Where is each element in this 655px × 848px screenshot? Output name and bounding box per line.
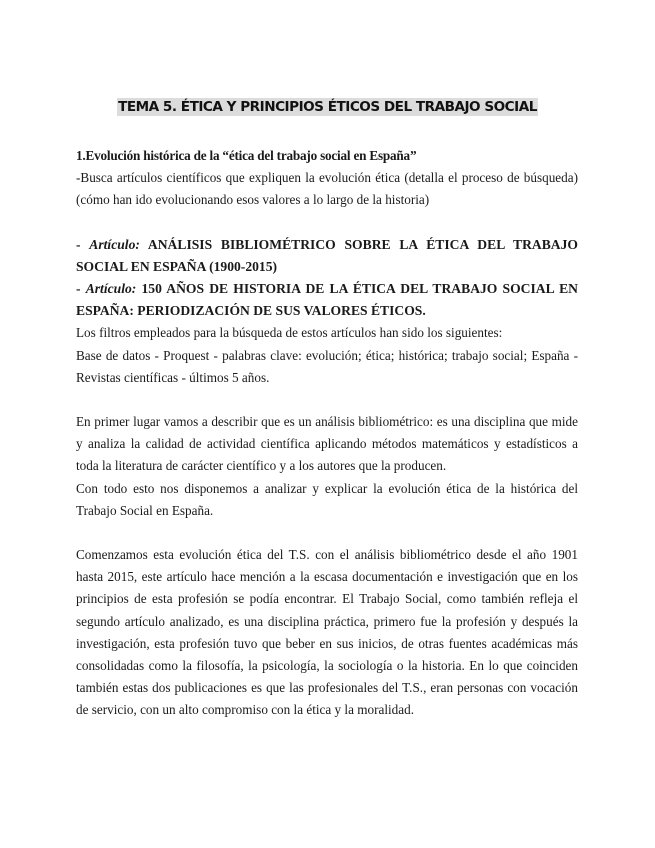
page-title: TEMA 5. ÉTICA Y PRINCIPIOS ÉTICOS DEL TRABAJO SOCIAL	[118, 99, 537, 115]
section-heading: 1.Evolución histórica de la “ética del trabajo social en España”	[76, 148, 417, 163]
task-instruction: -Busca artículos científicos que expliquen la evolución ética (detalla el proceso de búsqueda) (cómo han ido evolucionando esos valores a lo largo de la historia)	[76, 170, 578, 208]
document-body	[76, 145, 578, 722]
filters-details: Base de datos - Proquest - palabras clave: evolución; ética; histórica; trabajo social; España - Revistas científicas - últimos 5 años.	[76, 347, 578, 385]
article-prefix: -	[76, 281, 86, 297]
article-entry-1	[76, 234, 578, 278]
article-title: 150 AÑOS DE HISTORIA DE LA ÉTICA DEL TRABAJO SOCIAL EN ESPAÑA: PERIODIZACIÓN DE SUS VALORES ÉTICOS.	[76, 281, 578, 319]
article-entry-2	[76, 278, 578, 322]
spacer	[76, 389, 578, 411]
article-prefix: -	[76, 236, 90, 252]
paragraph-purpose: Con todo esto nos disponemos a analizar y explicar la evolución ética de la histórica del Trabajo Social en España.	[76, 480, 578, 518]
filters-intro: Los filtros empleados para la búsqueda de estos artículos han sido los siguientes:	[76, 325, 503, 341]
spacer	[76, 212, 578, 234]
article-label: Artículo:	[89, 236, 140, 252]
article-title: ANÁLISIS BIBLIOMÉTRICO SOBRE LA ÉTICA DEL TRABAJO SOCIAL EN ESPAÑA (1900-2015)	[76, 236, 578, 274]
paragraph-bibliometric: En primer lugar vamos a describir que es un análisis bibliométrico: es una disciplina que mide y analiza la calidad de actividad científica aplicando métodos matemáticos y estadísticos a toda la literatura de carácter científico y a los autores que la producen.	[76, 414, 578, 474]
title-container	[0, 98, 655, 116]
article-label: Artículo:	[85, 281, 137, 297]
paragraph-evolution: Comenzamos esta evolución ética del T.S. con el análisis bibliométrico desde el año 1901 hasta 2015, este artículo hace mención a la escasa documentación e investigación que en los principios de esta profesión se podía encontrar. El Trabajo Social, como también refleja el segundo artículo analizado, es una disciplina práctica, primero fue la profesión y después la investigación, esta profesión tuvo que beber en sus inicios, de otras fuentes académicas más consolidadas como la filosofía, la psicología, la sociología o la historia. En lo que coinciden también estas dos publicaciones es que las profesionales del T.S., eran personas con vocación de servicio, con un alto compromiso con la ética y la moralidad.	[76, 547, 578, 718]
spacer	[76, 522, 578, 544]
